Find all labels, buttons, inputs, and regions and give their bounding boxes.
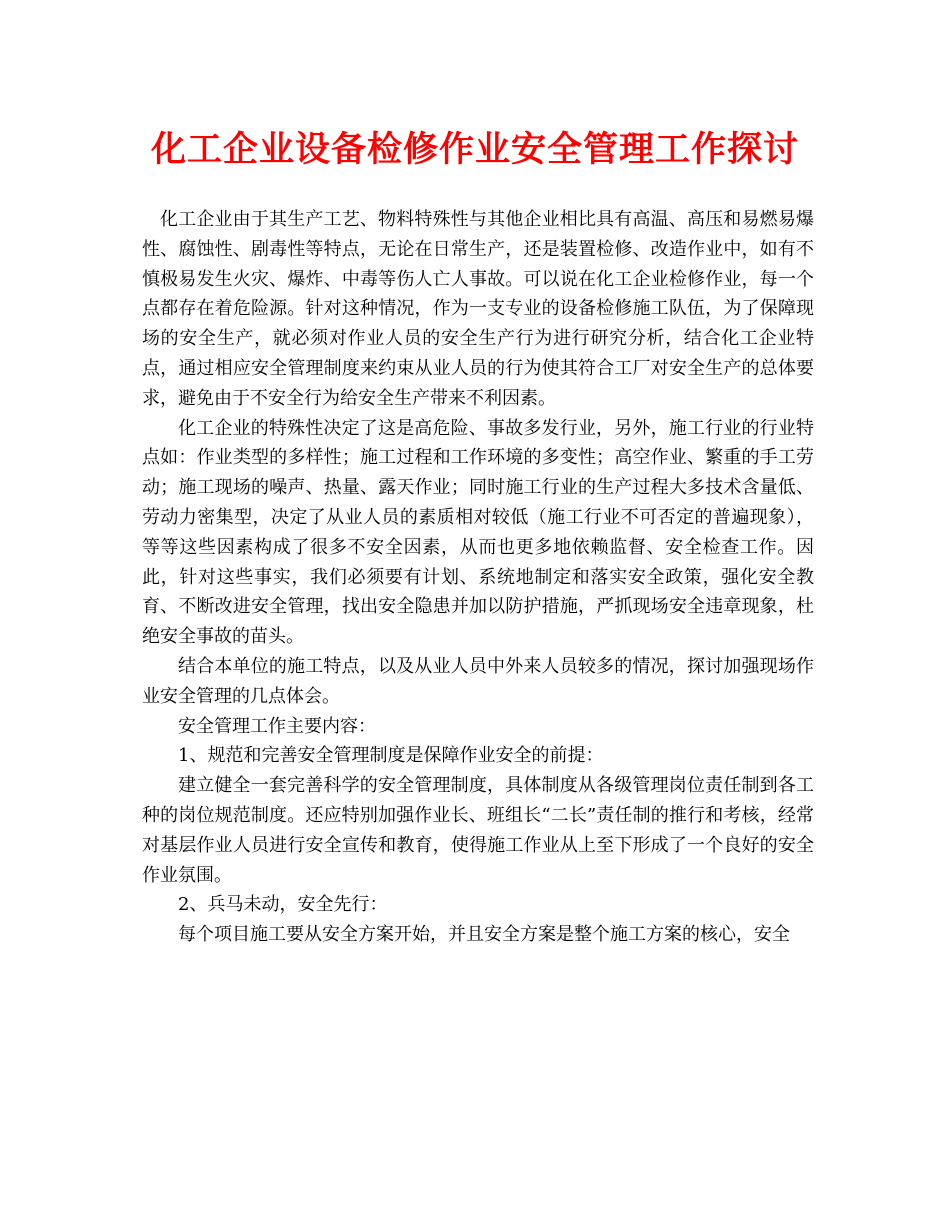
paragraph-section-1: 建立健全一套完善科学的安全管理制度，具体制度从各级管理岗位责任制到各工种的岗位规范制度。还应特别加强作业长、班组长“二长”责任制的推行和考核，经常对基层作业人员进行安全宣传和教育，使得施工作业从上至下形成了一个良好的安全作业氛围。: [142, 775, 814, 886]
document-title: 化工企业设备检修作业安全管理工作探讨: [150, 129, 799, 170]
paragraph-purpose: 结合本单位的施工特点，以及从业人员中外来人员较多的情况，探讨加强现场作业安全管理的几点体会。: [142, 655, 814, 707]
paragraph-intro: 化工企业由于其生产工艺、物料特殊性与其他企业相比具有高温、高压和易燃易爆性、腐蚀性、剧毒性等特点，无论在日常生产，还是装置检修、改造作业中，如有不慎极易发生火灾、爆炸、中毒等伤人亡人事故。可以说在化工企业检修作业，每一个点都存在着危险源。针对这种情况，作为一支专业的设备检修施工队伍，为了保障现场的安全生产，就必须对作业人员的安全生产行为进行研究分析，结合化工企业特点，通过相应安全管理制度来约束从业人员的行为使其符合工厂对安全生产的总体要求，避免由于不安全行为给安全生产带来不利因素。: [142, 209, 814, 409]
section-heading-1: 1、规范和完善安全管理制度是保障作业安全的前提：: [178, 745, 604, 767]
document-body: [142, 205, 814, 950]
paragraph-section-2: 每个项目施工要从安全方案开始，并且安全方案是整个施工方案的核心，安全: [178, 924, 790, 946]
paragraph-industry-characteristics: 化工企业的特殊性决定了这是高危险、事故多发行业，另外，施工行业的行业特点如：作业类型的多样性；施工过程和工作环境的多变性；高空作业、繁重的手工劳动；施工现场的噪声、热量、露天作业；同时施工行业的生产过程大多技术含量低、劳动力密集型，决定了从业人员的素质相对较低（施工行业不可否定的普遍现象），等等这些因素构成了很多不安全因素，从而也更多地依赖监督、安全检查工作。因此，针对这些事实，我们必须要有计划、系统地制定和落实安全政策，强化安全教育、不断改进安全管理，找出安全隐患并加以防护措施，严抓现场安全违章现象，杜绝安全事故的苗头。: [142, 417, 814, 648]
section-heading-main-content: 安全管理工作主要内容：: [178, 715, 376, 737]
section-heading-2: 2、兵马未动，安全先行：: [178, 894, 388, 916]
